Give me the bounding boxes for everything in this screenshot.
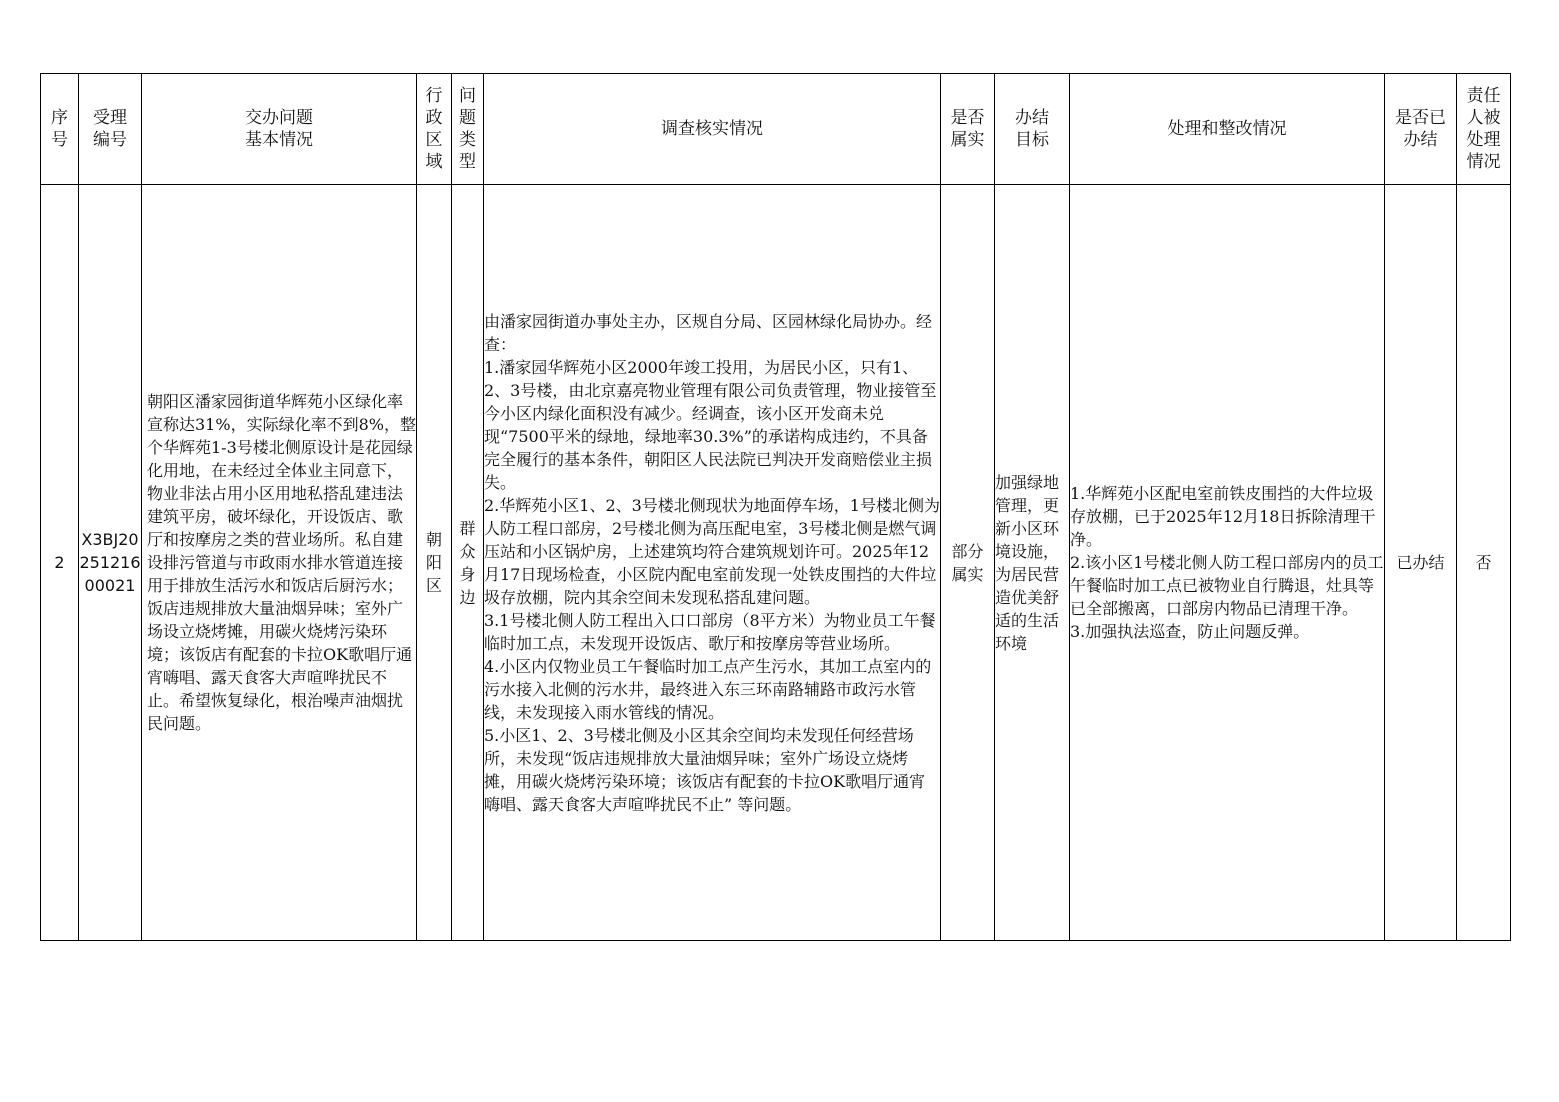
cell-verified: 部分属实 xyxy=(941,185,995,941)
cell-seq: 2 xyxy=(41,185,79,941)
header-closed: 是否已办结 xyxy=(1385,74,1457,185)
header-handling: 处理和整改情况 xyxy=(1070,74,1385,185)
header-target: 办结目标 xyxy=(995,74,1070,185)
cell-closed: 已办结 xyxy=(1385,185,1457,941)
case-table xyxy=(40,73,1511,941)
cell-issue: 朝阳区潘家园街道华辉苑小区绿化率宣称达31%，实际绿化率不到8%，整个华辉苑1-3号楼北侧原设计是花园绿化用地，在未经过全体业主同意下，物业非法占用小区用地私搭乱建违法建筑平房，破坏绿化，开设饭店、歌厅和按摩房之类的营业场所。私自建设排污管道与市政雨水排水管道连接用于排放生活污水和饭店后厨污水；饭店违规排放大量油烟异味；室外广场设立烧烤摊，用碳火烧烤污染环境；该饭店有配套的卡拉OK歌唱厅通宵嗨唱、露天食客大声喧哗扰民不止。希望恢复绿化，根治噪声油烟扰民问题。 xyxy=(142,185,417,941)
cell-region: 朝阳区 xyxy=(417,185,452,941)
header-row xyxy=(41,74,1511,185)
header-seq: 序号 xyxy=(41,74,79,185)
header-issue: 交办问题 基本情况 xyxy=(142,74,417,185)
header-verified: 是否属实 xyxy=(941,74,995,185)
cell-accountability: 否 xyxy=(1457,185,1511,941)
header-code: 受理编号 xyxy=(79,74,142,185)
header-accountability: 责任人被处理情况 xyxy=(1457,74,1511,185)
header-investigation: 调查核实情况 xyxy=(484,74,941,185)
header-region: 行政区域 xyxy=(417,74,452,185)
table-row xyxy=(41,185,1511,941)
header-type: 问题类型 xyxy=(452,74,484,185)
cell-investigation: 由潘家园街道办事处主办，区规自分局、区园林绿化局协办。经查： 1.潘家园华辉苑小区2000年竣工投用，为居民小区，只有1、2、3号楼，由北京嘉亮物业管理有限公司负责管理，物业接管至今小区内绿化面积没有减少。经调查，该小区开发商未兑现“7500平米的绿地，绿地率30.3%”的承诺构成违约，不具备完全履行的基本条件，朝阳区人民法院已判决开发商赔偿业主损失。 2.华辉苑小区1、2、3号楼北侧现状为地面停车场，1号楼北侧为人防工程口部房，2号楼北侧为高压配电室，3号楼北侧是燃气调压站和小区锅炉房，上述建筑均符合建筑规划许可。2025年12月17日现场检查，小区院内配电室前发现一处铁皮围挡的大件垃圾存放棚，院内其余空间未发现私搭乱建问题。 3.1号楼北侧人防工程出入口口部房（8平方米）为物业员工午餐临时加工点，未发现开设饭店、歌厅和按摩房等营业场所。 4.小区内仅物业员工午餐临时加工点产生污水，其加工点室内的污水接入北侧的污水井，最终进入东三环南路辅路市政污水管线，未发现接入雨水管线的情况。 5.小区1、2、3号楼北侧及小区其余空间均未发现任何经营场所，未发现“饭店违规排放大量油烟异味；室外广场设立烧烤摊，用碳火烧烤污染环境；该饭店有配套的卡拉OK歌唱厅通宵嗨唱、露天食客大声喧哗扰民不止” 等问题。 xyxy=(484,185,941,941)
cell-type: 群众身边 xyxy=(452,185,484,941)
cell-handling: 1.华辉苑小区配电室前铁皮围挡的大件垃圾存放棚，已于2025年12月18日拆除清理干净。 2.该小区1号楼北侧人防工程口部房内的员工午餐临时加工点已被物业自行腾退，灶具等已全部搬离，口部房内物品已清理干净。 3.加强执法巡查，防止问题反弹。 xyxy=(1070,185,1385,941)
cell-code: X3BJ2025121600021 xyxy=(79,185,142,941)
cell-target: 加强绿地管理，更新小区环境设施，为居民营造优美舒适的生活环境 xyxy=(995,185,1070,941)
